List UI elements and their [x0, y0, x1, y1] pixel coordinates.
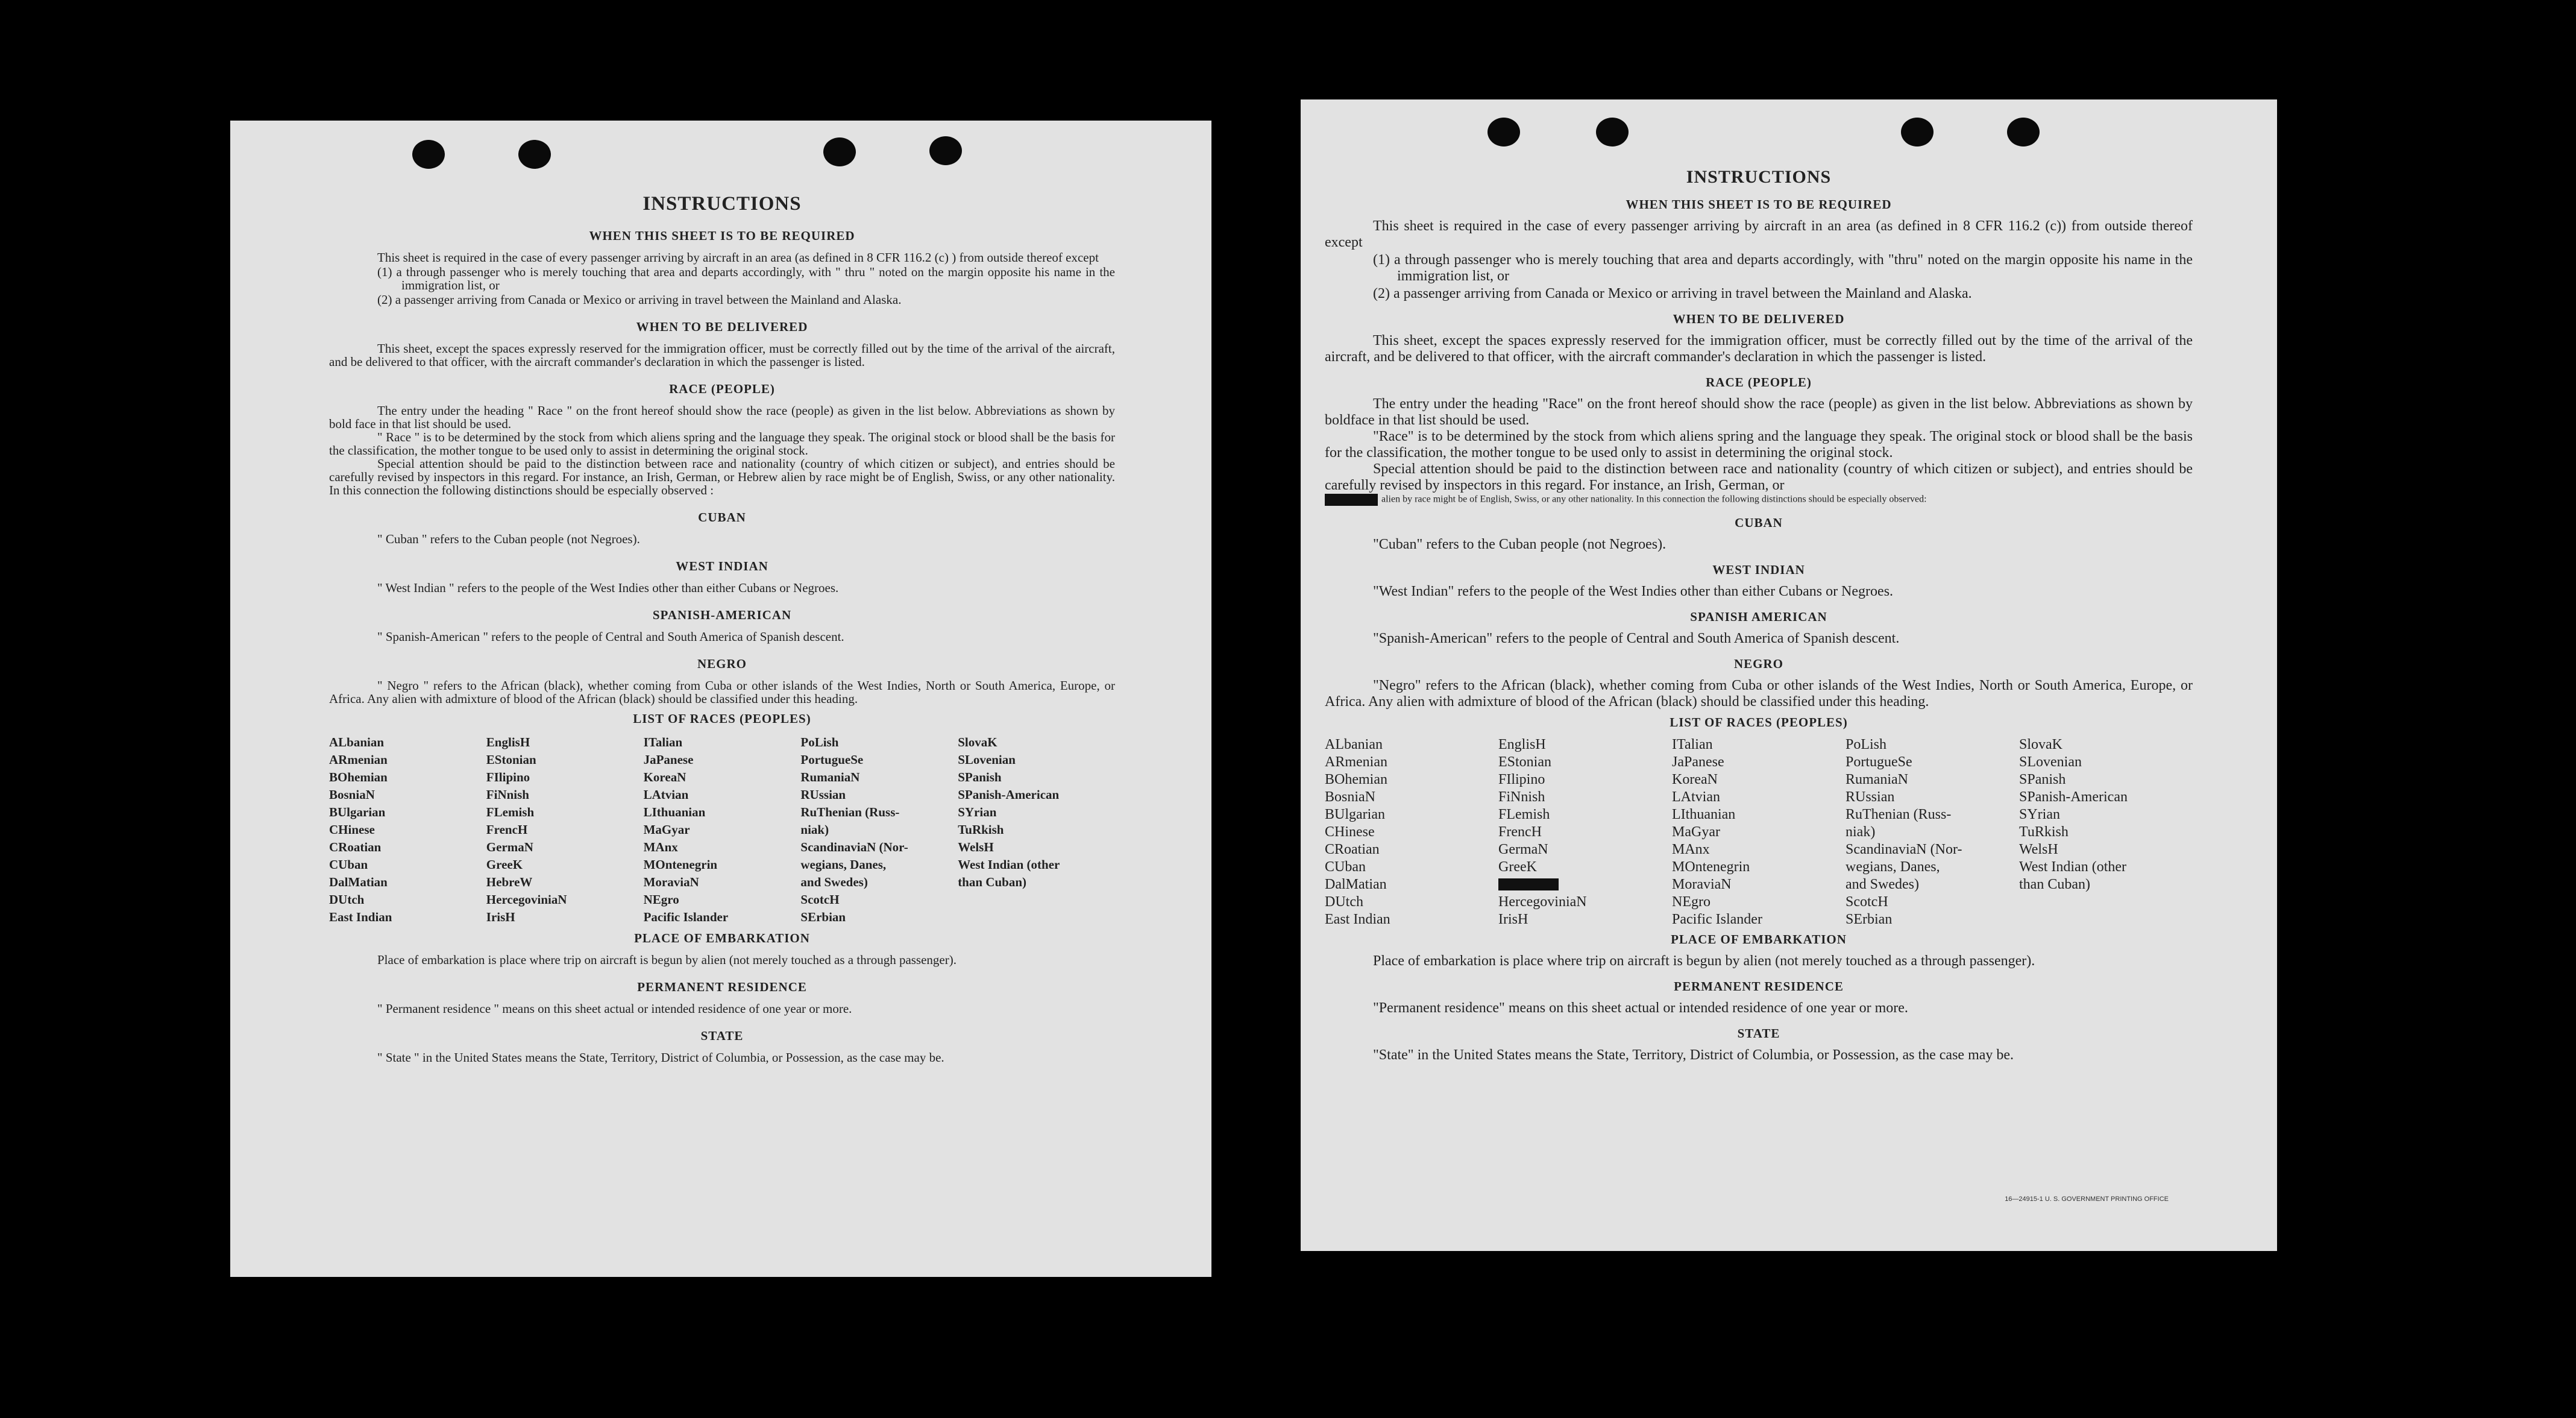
heading-negro: NEGRO: [1733, 657, 1783, 671]
definition-cuban: "Cuban" refers to the Cuban people (not Negroes).: [1373, 537, 1667, 552]
heading-delivered: WHEN TO BE DELIVERED: [1673, 312, 1845, 326]
race-column-2: EnglisH EStonian FIlipino FiNnish FLemish FrencH GermaN GreeK HercegoviniaN IrisH: [1498, 737, 1587, 927]
race-column-3: ITalian JaPanese KoreaN LAtvian LIthuanian MaGyar MAnx MOntenegrin MoraviaN NEgro Pacific Islander: [643, 735, 729, 924]
paragraph-race-1: The entry under the heading "Race" on the front hereof should show the race (people) as given in the list below. Abbreviations as shown by boldface in that list should be used.: [1325, 396, 2193, 428]
heading-embarkation: PLACE OF EMBARKATION: [1671, 932, 1847, 947]
punch-hole: [518, 140, 551, 169]
page-title: INSTRUCTIONS: [1686, 167, 1832, 187]
heading-residence: PERMANENT RESIDENCE: [637, 980, 807, 994]
heading-state: STATE: [700, 1029, 744, 1043]
paragraph-race-3-continued: [1325, 494, 2193, 506]
paragraph-race-2: "Race" is to be determined by the stock from which aliens spring and the language they speak. The original stock or blood shall be the basis for the classification, the mother tongue to be used only to assist in determining the original stock.: [1325, 429, 2193, 461]
redaction-mark: [1325, 494, 1378, 506]
page-title: INSTRUCTIONS: [642, 193, 802, 215]
race-list: [329, 734, 1115, 926]
heading-spanish-american: SPANISH AMERICAN: [1690, 610, 1827, 624]
instruction-sheet-right: [1301, 99, 2277, 1251]
heading-required: WHEN THIS SHEET IS TO BE REQUIRED: [1626, 197, 1892, 212]
race-column-1: ALbanian ARmenian BOhemian BosniaN BUlgarian CHinese CRoatian CUban DalMatian DUtch East Indian: [329, 735, 392, 924]
paragraph-race-3: Special attention should be paid to the distinction between race and nationality (country of which citizen or subject), and entries should be carefully revised by inspectors in this regard. For instance, an Irish, German, or: [1325, 461, 2193, 493]
heading-west-indian: WEST INDIAN: [676, 559, 768, 573]
exception-2: (2) a passenger arriving from Canada or Mexico or arriving in travel between the Mainland and Alaska.: [377, 292, 902, 307]
paragraph-required: This sheet is required in the case of every passenger arriving by aircraft in an area (as defined in 8 CFR 116.2 (c)) from outside thereof except: [1325, 218, 2193, 250]
heading-cuban: CUBAN: [1735, 515, 1783, 530]
punch-hole: [1596, 118, 1629, 147]
punch-hole: [2007, 118, 2040, 147]
definition-cuban: " Cuban " refers to the Cuban people (not Negroes).: [377, 532, 640, 546]
heading-race: RACE (PEOPLE): [1706, 375, 1812, 389]
heading-state: STATE: [1737, 1026, 1780, 1041]
definition-west-indian: "West Indian" refers to the people of the West Indies other than either Cubans or Negroes.: [1373, 584, 1894, 599]
punch-hole: [1487, 118, 1520, 147]
heading-spanish-american: SPANISH-AMERICAN: [652, 608, 792, 622]
race-column-5: SlovaK SLovenian SPanish SPanish-American SYrian TuRkish WelsH West Indian (other than Cuban): [958, 735, 1060, 889]
punch-hole: [1901, 118, 1934, 147]
paragraph-race-3-text: alien by race might be of English, Swiss, or any other nationality. In this connection the following distinctions should be especially observed:: [1381, 494, 1927, 505]
heading-required: WHEN THIS SHEET IS TO BE REQUIRED: [589, 228, 855, 243]
heading-residence: PERMANENT RESIDENCE: [1674, 979, 1844, 994]
heading-embarkation: PLACE OF EMBARKATION: [634, 931, 810, 945]
paragraph-race-3: Special attention should be paid to the distinction between race and nationality (country of which citizen or subject), and entries should be carefully revised by inspectors in this regard. For instance, an Irish, German, or Hebrew alien by race might be of English, Swiss, or any other nationality. In this connection the following distinctions should be especially observed :: [329, 456, 1115, 497]
exception-1: (1) a through passenger who is merely touching that area and departs accordingly, with " thru " noted on the margin opposite his name in the immigration list, or: [377, 265, 1115, 292]
race-column-1: ALbanian ARmenian BOhemian BosniaN BUlgarian CHinese CRoatian CUban DalMatian DUtch East Indian: [1325, 737, 1390, 927]
paragraph-delivered: This sheet, except the spaces expressly reserved for the immigration officer, must be correctly filled out by the time of the arrival of the aircraft, and be delivered to that officer, with the aircraft commander's declaration in which the passenger is listed.: [1325, 333, 2193, 365]
race-list: [1325, 736, 2193, 928]
paragraph-required: This sheet is required in the case of every passenger arriving by aircraft in an area (as defined in 8 CFR 116.2 (c) ) from outside thereof except: [377, 250, 1099, 265]
definition-west-indian: " West Indian " refers to the people of the West Indies other than either Cubans or Negroes.: [377, 581, 839, 595]
race-column-4: PoLish PortugueSe RumaniaN RUssian RuThenian (Russ- niak) ScandinaviaN (Nor- wegians, Danes, and Swedes) ScotcH SErbian: [1846, 737, 1962, 927]
definition-spanish-american: "Spanish-American" refers to the people of Central and South America of Spanish descent.: [1373, 631, 1900, 646]
exception-2: (2) a passenger arriving from Canada or Mexico or arriving in travel between the Mainland and Alaska.: [1373, 286, 1972, 301]
punch-hole: [412, 140, 445, 169]
heading-negro: NEGRO: [697, 657, 747, 671]
paragraph-state: "State" in the United States means the State, Territory, District of Columbia, or Possession, as the case may be.: [1373, 1047, 2014, 1063]
paragraph-embarkation: Place of embarkation is place where trip on aircraft is begun by alien (not merely touched as a through passenger).: [1373, 953, 2035, 969]
paragraph-embarkation: Place of embarkation is place where trip on aircraft is begun by alien (not merely touched as a through passenger).: [377, 953, 957, 967]
punch-hole: [823, 137, 856, 166]
paragraph-state: " State " in the United States means the State, Territory, District of Columbia, or Possession, as the case may be.: [377, 1050, 944, 1065]
paragraph-race-2: " Race " is to be determined by the stock from which aliens spring and the language they speak. The original stock or blood shall be the basis for the classification, the mother tongue to be used only to assist in determining the original stock.: [329, 430, 1115, 458]
instruction-sheet-left: [230, 121, 1211, 1277]
heading-race-list: LIST OF RACES (PEOPLES): [633, 711, 811, 726]
race-column-3: ITalian JaPanese KoreaN LAtvian LIthuanian MaGyar MAnx MOntenegrin MoraviaN NEgro Pacific Islander: [1672, 737, 1762, 927]
exception-1: (1) a through passenger who is merely touching that area and departs accordingly, with "thru" noted on the margin opposite his name in the immigration list, or: [1373, 252, 2193, 284]
redaction-mark: [1498, 878, 1559, 890]
definition-negro: " Negro " refers to the African (black), whether coming from Cuba or other islands of the West Indies, North or South America, Europe, or Africa. Any alien with admixture of blood of the African (black) should be classified under this heading.: [329, 678, 1115, 706]
heading-delivered: WHEN TO BE DELIVERED: [636, 320, 808, 334]
paragraph-residence: " Permanent residence " means on this sheet actual or intended residence of one year or more.: [377, 1001, 852, 1016]
paragraph-residence: "Permanent residence" means on this sheet actual or intended residence of one year or more.: [1373, 1000, 1908, 1016]
heading-cuban: CUBAN: [698, 510, 746, 525]
paragraph-race-1: The entry under the heading " Race " on the front hereof should show the race (people) as given in the list below. Abbreviations as shown by bold face in that list should be used.: [329, 403, 1115, 431]
punch-hole: [929, 136, 962, 165]
heading-west-indian: WEST INDIAN: [1712, 562, 1805, 577]
race-column-5: SlovaK SLovenian SPanish SPanish-American SYrian TuRkish WelsH West Indian (other than Cuban): [2019, 737, 2128, 892]
definition-spanish-american: " Spanish-American " refers to the people of Central and South America of Spanish descent.: [377, 629, 844, 644]
heading-race-list: LIST OF RACES (PEOPLES): [1670, 715, 1848, 729]
race-column-4: PoLish PortugueSe RumaniaN RUssian RuThenian (Russ- niak) ScandinaviaN (Nor- wegians, Danes, and Swedes) ScotcH SErbian: [800, 735, 908, 924]
printing-office-code: 16—24915-1 U. S. GOVERNMENT PRINTING OFFICE: [2005, 1196, 2169, 1203]
paragraph-delivered: This sheet, except the spaces expressly reserved for the immigration officer, must be correctly filled out by the time of the arrival of the aircraft, and be delivered to that officer, with the aircraft commander's declaration in which the passenger is listed.: [329, 341, 1115, 369]
race-column-2: EnglisH EStonian FIlipino FiNnish FLemish FrencH GermaN GreeK HebreW HercegoviniaN IrisH: [486, 735, 567, 924]
heading-race: RACE (PEOPLE): [669, 382, 775, 396]
definition-negro: "Negro" refers to the African (black), whether coming from Cuba or other islands of the West Indies, North or South America, Europe, or Africa. Any alien with admixture of blood of the African (black) should be classified under this heading.: [1325, 678, 2193, 710]
